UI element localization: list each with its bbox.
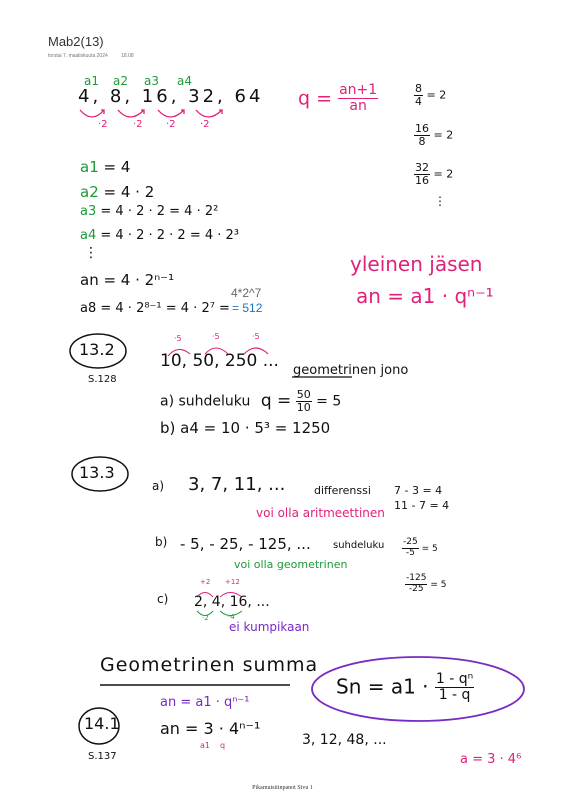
page-footer: Pikamuistiinpanot Sivu 1 xyxy=(252,785,313,791)
step-label: ·2 xyxy=(202,614,209,622)
sequence-type: geometrinen jono xyxy=(293,363,409,378)
sequence: 3, 7, 11, ... xyxy=(188,474,286,495)
step-label: +12 xyxy=(225,578,240,586)
general-term: an = 4 · 2ⁿ⁻¹ xyxy=(80,271,175,289)
term-line: a2 = 4 · 2 xyxy=(80,183,155,201)
page-title: Mab2(13) xyxy=(48,34,104,49)
continuation-dots: ⋮ xyxy=(434,194,446,208)
exercise-number: 13.3 xyxy=(79,463,115,482)
multiplier-label: ·2 xyxy=(133,119,143,130)
continuation-dots: ⋮ xyxy=(84,245,98,261)
ratio-check: $\frac{-25}{-5}$ = 5 xyxy=(403,537,438,558)
multiplier-label: ·2 xyxy=(200,119,210,130)
ratio-den: an xyxy=(349,98,367,115)
exercise-number: 14.1 xyxy=(84,714,120,733)
index-a3: a3 xyxy=(144,74,159,88)
part-b: b) a4 = 10 · 5³ = 1250 xyxy=(160,419,331,437)
multiplier-label: ·5 xyxy=(174,334,182,343)
general-term-title: yleinen jäsen xyxy=(350,252,483,276)
ratio-num: an+1 xyxy=(339,82,378,98)
part-a-label: a) xyxy=(152,479,165,493)
index-a2: a2 xyxy=(113,74,128,88)
step-label: ·4 xyxy=(228,613,235,621)
note: voi olla geometrinen xyxy=(234,558,348,571)
note: ei kumpikaan xyxy=(229,620,310,634)
textbook-page: S.128 xyxy=(88,374,117,385)
sequence: 4, 8, 16, 32, 64 xyxy=(78,86,264,107)
term-line: a3 = 4 · 2 · 2 = 4 · 2² xyxy=(80,204,219,219)
ratio-formula xyxy=(298,83,378,115)
ratio-check: $\frac{32}{16}$ = 2 xyxy=(415,161,454,188)
multiplier-arrow xyxy=(118,110,144,117)
part-a: a) suhdeluku q = $\frac{50}{10}$ = 5 xyxy=(160,388,342,415)
part-c-label: c) xyxy=(157,592,169,606)
formula-line: an = 3 · 4ⁿ⁻¹ xyxy=(160,719,261,738)
multiplier-arrow xyxy=(158,110,184,117)
multiplier-arrow xyxy=(80,110,104,117)
page-time: 18.08 xyxy=(121,53,134,59)
part-b-label: b) xyxy=(155,535,168,549)
term-line: a1 = 4 xyxy=(80,158,131,176)
multiplier-label: ·5 xyxy=(252,332,260,341)
difference-calc: 7 - 3 = 4 xyxy=(394,484,443,497)
sub-label: a1 xyxy=(200,741,210,750)
ratio-lhs: q = xyxy=(298,87,333,110)
sequence: 3, 12, 48, ... xyxy=(302,732,387,748)
textbook-page: S.137 xyxy=(88,751,117,762)
term-line: a4 = 4 · 2 · 2 · 2 = 4 · 2³ xyxy=(80,228,239,243)
sub-label: q xyxy=(220,741,226,750)
ratio-check: $\frac{16}{8}$ = 2 xyxy=(415,122,454,149)
sum-formula: Sn = a1 · $\frac{\text{1 - qⁿ}}{1 - q}$ xyxy=(336,671,474,704)
step-label: +2 xyxy=(200,578,211,586)
sequence: 2, 4, 16, ... xyxy=(194,594,270,610)
section-heading: Geometrinen summa xyxy=(100,654,319,676)
multiplier-arrow xyxy=(196,110,222,117)
a8-calc: a8 = 4 · 2⁸⁻¹ = 4 · 2⁷ = xyxy=(80,301,230,316)
difference-calc: 11 - 7 = 4 xyxy=(394,499,450,512)
multiplier-label: ·5 xyxy=(212,332,220,341)
cut-off-formula: a = 3 · 4⁶ xyxy=(460,752,522,767)
formula-line: an = a1 · qⁿ⁻¹ xyxy=(160,695,250,710)
ratio-word: suhdeluku xyxy=(333,540,385,551)
index-a1: a1 xyxy=(84,74,99,88)
note: voi olla aritmeettinen xyxy=(256,506,385,520)
calc-result: = 512 xyxy=(232,301,263,315)
general-term-formula: an = a1 · qⁿ⁻¹ xyxy=(356,284,494,308)
index-a4: a4 xyxy=(177,74,192,88)
sequence: 10, 50, 250 ... xyxy=(160,351,279,371)
calc-expression: 4*2^7 xyxy=(231,286,262,300)
exercise-number: 13.2 xyxy=(79,340,115,359)
difference-word: differenssi xyxy=(314,484,371,497)
page-date: torstai 7. maaliskuuta 2024 xyxy=(48,53,108,59)
ratio-check: $\frac{-125}{-25}$ = 5 xyxy=(406,573,447,594)
sequence: - 5, - 25, - 125, ... xyxy=(180,535,311,553)
multiplier-label: ·2 xyxy=(98,119,108,130)
multiplier-label: ·2 xyxy=(166,119,176,130)
ratio-check: $\frac{8}{4}$ = 2 xyxy=(415,82,447,109)
